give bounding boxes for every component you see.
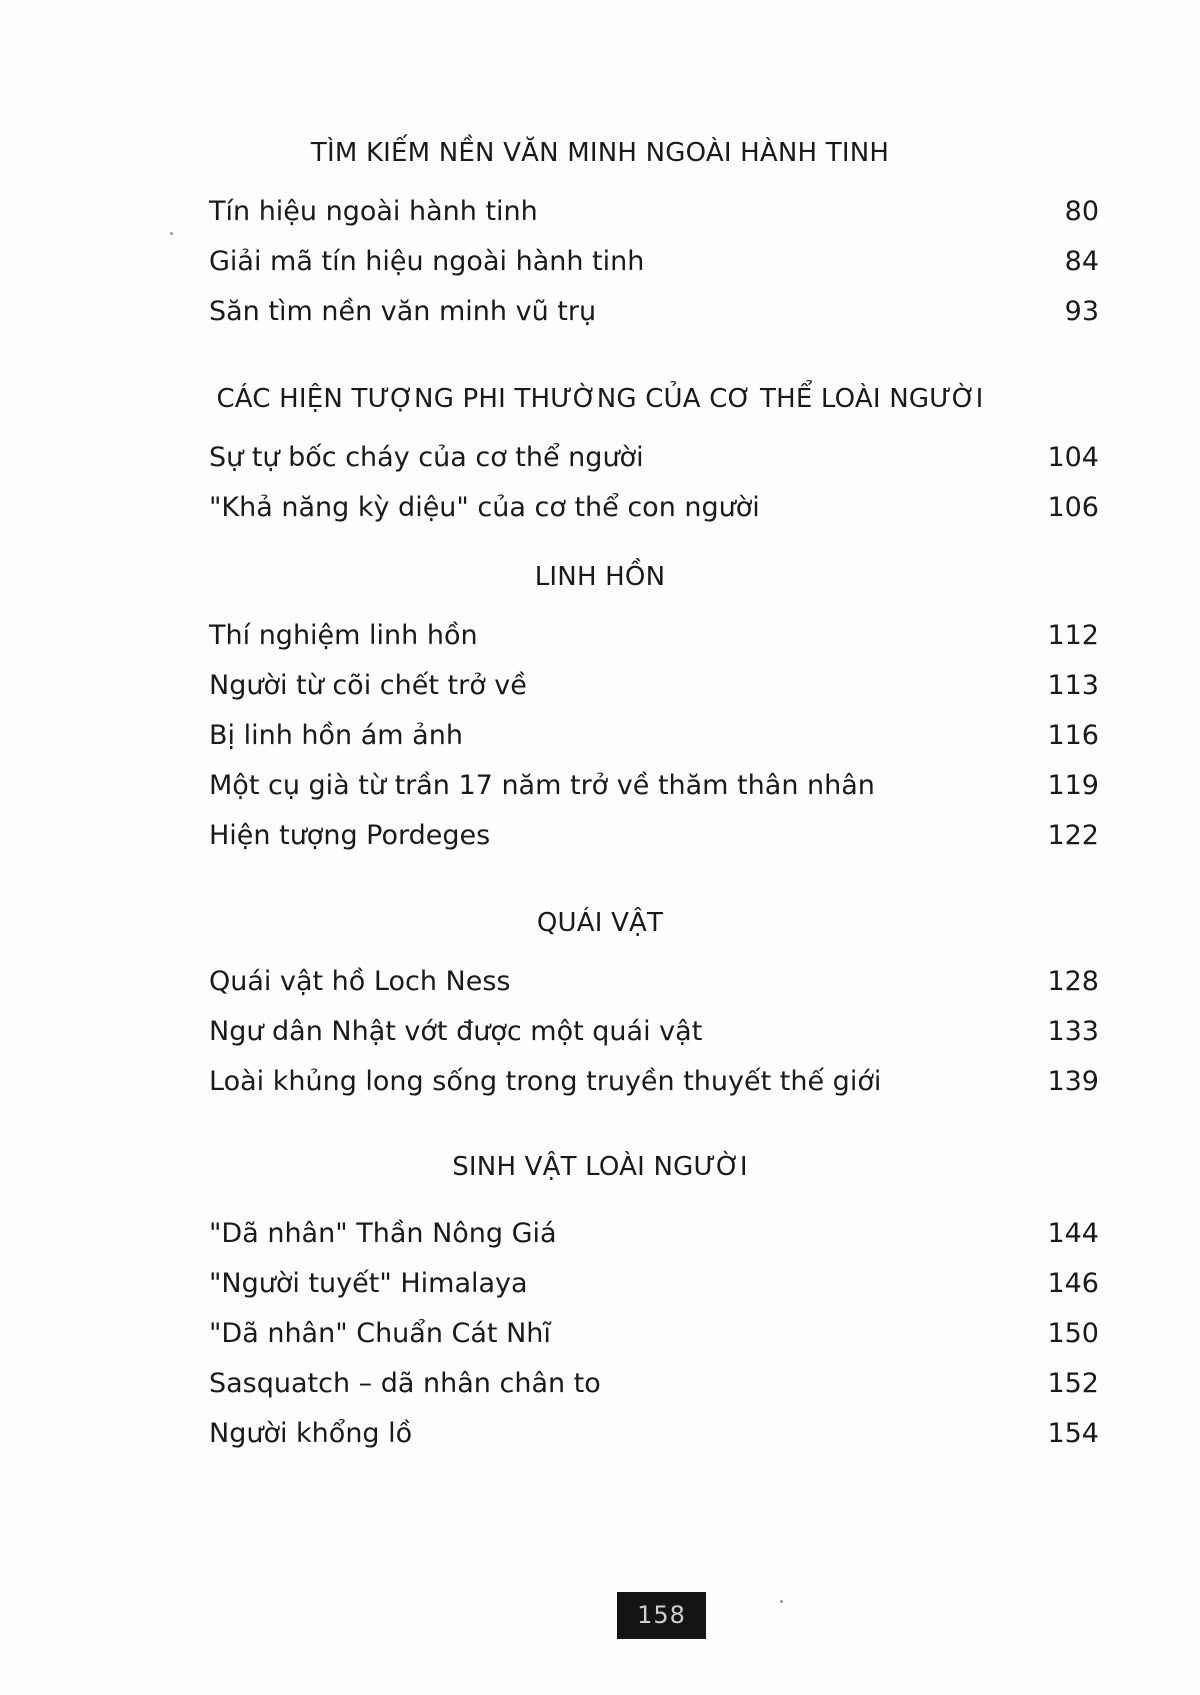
entry-page-number: 84 xyxy=(1064,246,1099,277)
entry-page-number: 93 xyxy=(1064,296,1099,327)
toc-entry xyxy=(209,296,1099,332)
entry-title: Hiện tượng Pordeges xyxy=(209,820,491,851)
toc-entry xyxy=(209,1218,1099,1254)
entry-page-number: 119 xyxy=(1047,770,1099,801)
entry-page-number: 104 xyxy=(1047,442,1099,473)
entry-title: Giải mã tín hiệu ngoài hành tinh xyxy=(209,246,645,277)
toc-entry xyxy=(209,1318,1099,1354)
toc-entry xyxy=(209,492,1099,528)
toc-entry xyxy=(209,1016,1099,1052)
entry-page-number: 146 xyxy=(1047,1268,1099,1299)
entry-title: Loài khủng long sống trong truyền thuyết thế giới xyxy=(209,1066,882,1097)
entry-title: Một cụ già từ trần 17 năm trở về thăm thân nhân xyxy=(209,770,875,801)
toc-entry xyxy=(209,1368,1099,1404)
toc-entry xyxy=(209,196,1099,232)
section-heading: SINH VẬT LOÀI NGƯỜI xyxy=(452,1152,748,1182)
toc-entry xyxy=(209,720,1099,756)
entry-page-number: 150 xyxy=(1047,1318,1099,1349)
entry-page-number: 144 xyxy=(1047,1218,1099,1249)
entry-title: Sự tự bốc cháy của cơ thể người xyxy=(209,442,644,473)
entry-title: Ngư dân Nhật vớt được một quái vật xyxy=(209,1016,703,1047)
entry-title: Tín hiệu ngoài hành tinh xyxy=(209,196,538,227)
entry-title: Sasquatch – dã nhân chân to xyxy=(209,1368,601,1399)
entry-title: "Dã nhân" Thần Nông Giá xyxy=(209,1218,557,1249)
toc-entry xyxy=(209,770,1099,806)
entry-page-number: 152 xyxy=(1047,1368,1099,1399)
entry-title: "Dã nhân" Chuẩn Cát Nhĩ xyxy=(209,1318,551,1349)
toc-entry xyxy=(209,966,1099,1002)
toc-entry xyxy=(209,620,1099,656)
entry-title: Quái vật hồ Loch Ness xyxy=(209,966,511,997)
entry-page-number: 80 xyxy=(1064,196,1099,227)
section-heading: LINH HỒN xyxy=(534,562,666,592)
toc-entry xyxy=(209,442,1099,478)
toc-entry xyxy=(209,246,1099,282)
entry-page-number: 133 xyxy=(1047,1016,1099,1047)
toc-entry xyxy=(209,1066,1099,1102)
scan-speck xyxy=(170,232,173,235)
entry-title: Săn tìm nền văn minh vũ trụ xyxy=(209,296,597,327)
footer-page-number: 158 xyxy=(617,1592,706,1639)
section-heading: QUÁI VẬT xyxy=(536,908,664,938)
entry-page-number: 128 xyxy=(1047,966,1099,997)
section-heading: CÁC HIỆN TƯỢNG PHI THƯỜNG CỦA CƠ THỂ LOÀI NGƯỜI xyxy=(216,384,984,414)
entry-title: Thí nghiệm linh hồn xyxy=(209,620,478,651)
toc-entry xyxy=(209,1268,1099,1304)
toc-entry xyxy=(209,1418,1099,1454)
toc-entry xyxy=(209,820,1099,856)
entry-title: "Người tuyết" Himalaya xyxy=(209,1268,528,1299)
entry-page-number: 113 xyxy=(1047,670,1099,701)
section-heading: TÌM KIẾM NỀN VĂN MINH NGOÀI HÀNH TINH xyxy=(310,138,890,168)
entry-title: Người khổng lồ xyxy=(209,1418,413,1449)
entry-page-number: 112 xyxy=(1047,620,1099,651)
entry-page-number: 106 xyxy=(1047,492,1099,523)
entry-page-number: 116 xyxy=(1047,720,1099,751)
entry-title: Bị linh hồn ám ảnh xyxy=(209,720,463,751)
entry-page-number: 122 xyxy=(1047,820,1099,851)
toc-entry xyxy=(209,670,1099,706)
entry-page-number: 139 xyxy=(1047,1066,1099,1097)
entry-title: "Khả năng kỳ diệu" của cơ thể con người xyxy=(209,492,760,523)
entry-title: Người từ cõi chết trở về xyxy=(209,670,527,701)
scan-speck xyxy=(780,1600,783,1603)
entry-page-number: 154 xyxy=(1047,1418,1099,1449)
